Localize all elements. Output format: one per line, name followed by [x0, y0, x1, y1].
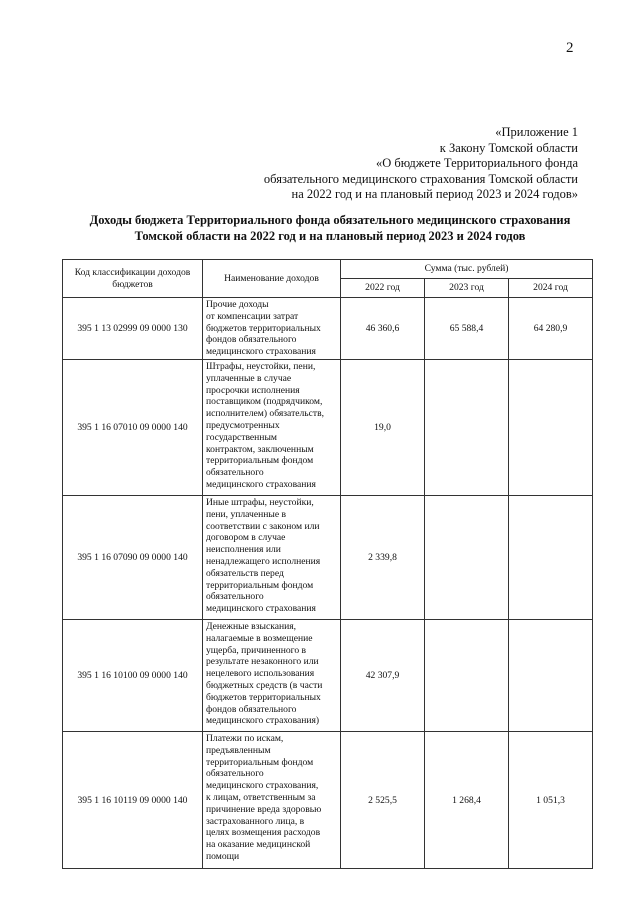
- income-name-line: просрочки исполнения: [206, 384, 300, 396]
- income-name-line: Денежные взыскания,: [206, 621, 297, 632]
- income-name-line: договором в случае: [206, 532, 286, 544]
- income-name: [203, 298, 341, 360]
- appendix-line: обязательного медицинского страхования Томской области: [263, 171, 578, 186]
- amount-2023: [425, 360, 509, 496]
- table-row: [63, 298, 593, 360]
- income-name-line: предусмотренных: [206, 419, 280, 431]
- amount-2022: 46 360,6: [341, 298, 425, 360]
- income-name-line: территориальным фондом: [206, 579, 314, 591]
- income-name-line: исполнителем) обязательств,: [206, 408, 325, 420]
- table-row: [63, 360, 593, 496]
- appendix-block: [178, 125, 578, 203]
- income-name-line: уплаченные в случае: [206, 372, 292, 384]
- income-name-line: обязательного: [206, 467, 264, 479]
- amount-2022: 2 339,8: [341, 496, 425, 620]
- income-name-line: медицинского страхования,: [206, 780, 319, 792]
- income-name: [203, 360, 341, 496]
- amount-2022: 42 307,9: [341, 620, 425, 732]
- header-code: Код классификации доходов бюджетов: [63, 260, 203, 298]
- income-name: [203, 496, 341, 620]
- income-table: [62, 259, 593, 869]
- income-name-line: Штрафы, неустойки, пени,: [206, 361, 316, 372]
- income-name-line: обязательств перед: [206, 567, 284, 579]
- income-name-line: медицинского страхования: [206, 346, 316, 358]
- amount-2024: 64 280,9: [509, 298, 593, 360]
- income-name-line: от компенсации затрат: [206, 310, 299, 322]
- income-name-line: бюджетов территориальных: [206, 322, 321, 334]
- table-row: [63, 620, 593, 732]
- amount-2023: 65 588,4: [425, 298, 509, 360]
- title-line: Томской области на 2022 год и на плановый период 2023 и 2024 годов: [134, 229, 526, 243]
- income-name-line: предъявленным: [206, 744, 271, 756]
- header-year-2023: 2023 год: [425, 279, 509, 298]
- income-name-line: медицинского страхования: [206, 478, 316, 490]
- amount-2022: 19,0: [341, 360, 425, 496]
- income-name-line: пени, уплаченные в: [206, 508, 287, 520]
- income-name-line: государственным: [206, 431, 277, 443]
- appendix-line: «Приложение 1: [495, 125, 578, 139]
- income-name-line: обязательного: [206, 768, 264, 780]
- income-name-line: Платежи по искам,: [206, 733, 284, 744]
- income-name-line: поставщиком (подрядчиком,: [206, 396, 323, 408]
- header-year-2022: 2022 год: [341, 279, 425, 298]
- header-year-2024: 2024 год: [509, 279, 593, 298]
- amount-2023: [425, 496, 509, 620]
- income-name-line: Иные штрафы, неустойки,: [206, 497, 314, 508]
- page-number: 2: [566, 40, 574, 56]
- income-code: 395 1 13 02999 09 0000 130: [63, 298, 203, 360]
- income-name-line: помощи: [206, 850, 240, 862]
- income-name-line: контрактом, заключенным: [206, 443, 314, 455]
- income-name-line: ущерба, причиненного в: [206, 644, 307, 656]
- table-row: [63, 732, 593, 869]
- income-name-line: на оказание медицинской: [206, 839, 311, 851]
- amount-2024: [509, 360, 593, 496]
- income-name: [203, 620, 341, 732]
- income-name-line: Прочие доходы: [206, 299, 269, 310]
- amount-2024: [509, 620, 593, 732]
- income-name-line: неисполнения или: [206, 544, 281, 556]
- appendix-line: к Закону Томской области: [439, 140, 578, 155]
- title-line: Доходы бюджета Территориального фонда обязательного медицинского страхования: [89, 213, 571, 227]
- header-sum: Сумма (тыс. рублей): [341, 260, 593, 279]
- income-name-line: бюджетов территориальных: [206, 691, 321, 703]
- income-name-line: налагаемые в возмещение: [206, 632, 313, 644]
- income-name-line: результате незаконного или: [206, 656, 319, 668]
- amount-2024: [509, 496, 593, 620]
- income-name-line: к лицам, ответственным за: [206, 791, 316, 803]
- amount-2024: 1 051,3: [509, 732, 593, 869]
- income-code: 395 1 16 07090 09 0000 140: [63, 496, 203, 620]
- income-name-line: медицинского страхования: [206, 603, 316, 615]
- income-name-line: бюджетных средств (в части: [206, 679, 323, 691]
- income-name-line: обязательного: [206, 591, 264, 603]
- document-title: [60, 212, 600, 244]
- income-name-line: территориальным фондом: [206, 455, 314, 467]
- income-code: 395 1 16 10100 09 0000 140: [63, 620, 203, 732]
- income-name-line: ненадлежащего исполнения: [206, 555, 321, 567]
- table-row: [63, 496, 593, 620]
- amount-2023: 1 268,4: [425, 732, 509, 869]
- income-name-line: фондов обязательного: [206, 703, 297, 715]
- appendix-line: «О бюджете Территориального фонда: [375, 156, 578, 170]
- amount-2023: [425, 620, 509, 732]
- income-name-line: территориальным фондом: [206, 756, 314, 768]
- income-name-line: фондов обязательного: [206, 334, 297, 346]
- income-code: 395 1 16 07010 09 0000 140: [63, 360, 203, 496]
- amount-2022: 2 525,5: [341, 732, 425, 869]
- income-name-line: нецелевого использования: [206, 668, 315, 680]
- header-name: Наименование доходов: [203, 260, 341, 298]
- income-code: 395 1 16 10119 09 0000 140: [63, 732, 203, 869]
- income-name-line: застрахованного лица, в: [206, 815, 305, 827]
- income-name-line: медицинского страхования): [206, 715, 320, 727]
- appendix-line: на 2022 год и на плановый период 2023 и 2024 годов»: [291, 187, 578, 201]
- income-name-line: соответствии с законом или: [206, 520, 320, 532]
- income-name: [203, 732, 341, 869]
- income-name-line: целях возмещения расходов: [206, 827, 321, 839]
- income-name-line: причинение вреда здоровью: [206, 803, 322, 815]
